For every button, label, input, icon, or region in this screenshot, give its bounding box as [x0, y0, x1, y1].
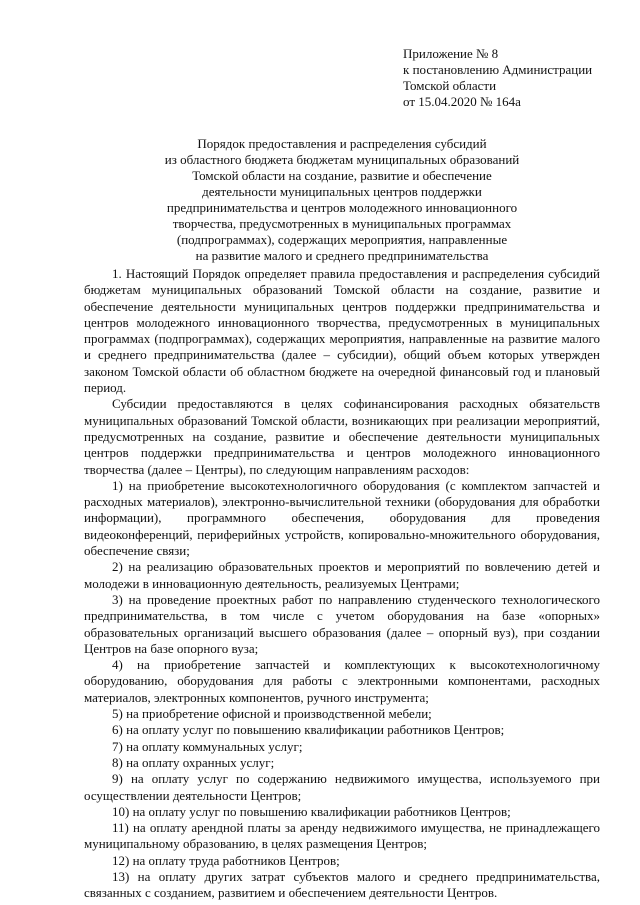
appendix-header: [403, 46, 592, 110]
list-item-3: 3) на проведение проектных работ по направлению студенческого технологического предпринимательства, в том числе с учетом оборудования на базе «опорных» образовательных организаций высшего образования (далее – опорный вуз), при создании Центров на базе опорного вуза;: [84, 591, 600, 656]
list-item-2: 2) на реализацию образовательных проектов и мероприятий по вовлечению детей и молодежи в инновационную деятельность, реализуемых Центрами;: [84, 559, 600, 591]
title-line: предпринимательства и центров молодежного инновационного: [166, 200, 518, 215]
list-item-9: 9) на оплату услуг по содержанию недвижимого имущества, используемого при осуществлении деятельности Центров;: [84, 771, 600, 803]
document-title: [84, 136, 600, 264]
appendix-number: Приложение № 8: [403, 46, 499, 61]
list-item-5: 5) на приобретение офисной и производственной мебели;: [112, 706, 432, 722]
list-item-6: 6) на оплату услуг по повышению квалификации работников Центров;: [112, 722, 505, 738]
list-item-10: 10) на оплату услуг по повышению квалификации работников Центров;: [112, 803, 511, 819]
appendix-region: Томской области: [403, 78, 497, 93]
list-item-4: 4) на приобретение запчастей и комплектующих к высокотехнологичному оборудованию, оборудования для работы с электронными компонентами, расходных материалов, электронных компонентов, ручного инструмента;: [84, 657, 600, 705]
list-item-8: 8) на оплату охранных услуг;: [112, 754, 275, 770]
document-body: [84, 266, 600, 902]
title-line: Порядок предоставления и распределения субсидий: [197, 136, 487, 151]
title-line: на развитие малого и среднего предпринимательства: [195, 248, 489, 263]
title-line: творчества, предусмотренных в муниципальных программах: [172, 216, 512, 231]
title-line: из областного бюджета бюджетам муниципальных образований: [164, 152, 520, 167]
paragraph-scope: 1. Настоящий Порядок определяет правила предоставления и распределения субсидий бюджетам муниципальных образований Томской области на создание, развитие и обеспечение деятельности муниципальных центров поддержки предпринимательства и центров молодежного инновационного творчества, предусмотренных в муниципальных программах (подпрограммах), содержащих мероприятия, направленные на развитие малого и среднего предпринимательства (далее – субсидии), общий объем которых утвержден законом Томской области об областном бюджете на очередной финансовый год и плановый период.: [84, 266, 600, 396]
list-item-11: 11) на оплату арендной платы за аренду недвижимого имущества, не принадлежащего муниципальному образованию, в целях размещения Центров;: [84, 820, 600, 852]
list-item-13: 13) на оплату других затрат субъектов малого и среднего предпринимательства, связанных с созданием, развитием и обеспечением деятельности Центров.: [84, 868, 600, 901]
appendix-resolution-ref: к постановлению Администрации: [403, 62, 593, 77]
paragraph-purpose: Субсидии предоставляются в целях софинансирования расходных обязательств муниципальных образований Томской области, возникающих при реализации мероприятий, предусмотренных на создание, развитие и обеспечение деятельности муниципальных центров поддержки предпринимательства и центров молодежного инновационного творчества (далее – Центры), по следующим направлениям расходов:: [84, 396, 600, 477]
list-item-7: 7) на оплату коммунальных услуг;: [112, 738, 303, 754]
list-item-12: 12) на оплату труда работников Центров;: [112, 852, 340, 868]
appendix-date: от 15.04.2020 № 164а: [403, 94, 521, 109]
title-line: (подпрограммах), содержащих мероприятия, направленные: [176, 232, 508, 247]
title-line: Томской области на создание, развитие и обеспечение: [192, 168, 492, 183]
list-item-1: 1) на приобретение высокотехнологичного оборудования (с комплектом запчастей и расходных материалов), электронно-вычислительной техники (оборудования для обработки информации), программного обеспечения, оборудования для проведения видеоконференций, периферийных устройств, копировально-множительного оборудования, обеспечение связи;: [84, 477, 600, 559]
title-line: деятельности муниципальных центров поддержки: [202, 184, 482, 199]
